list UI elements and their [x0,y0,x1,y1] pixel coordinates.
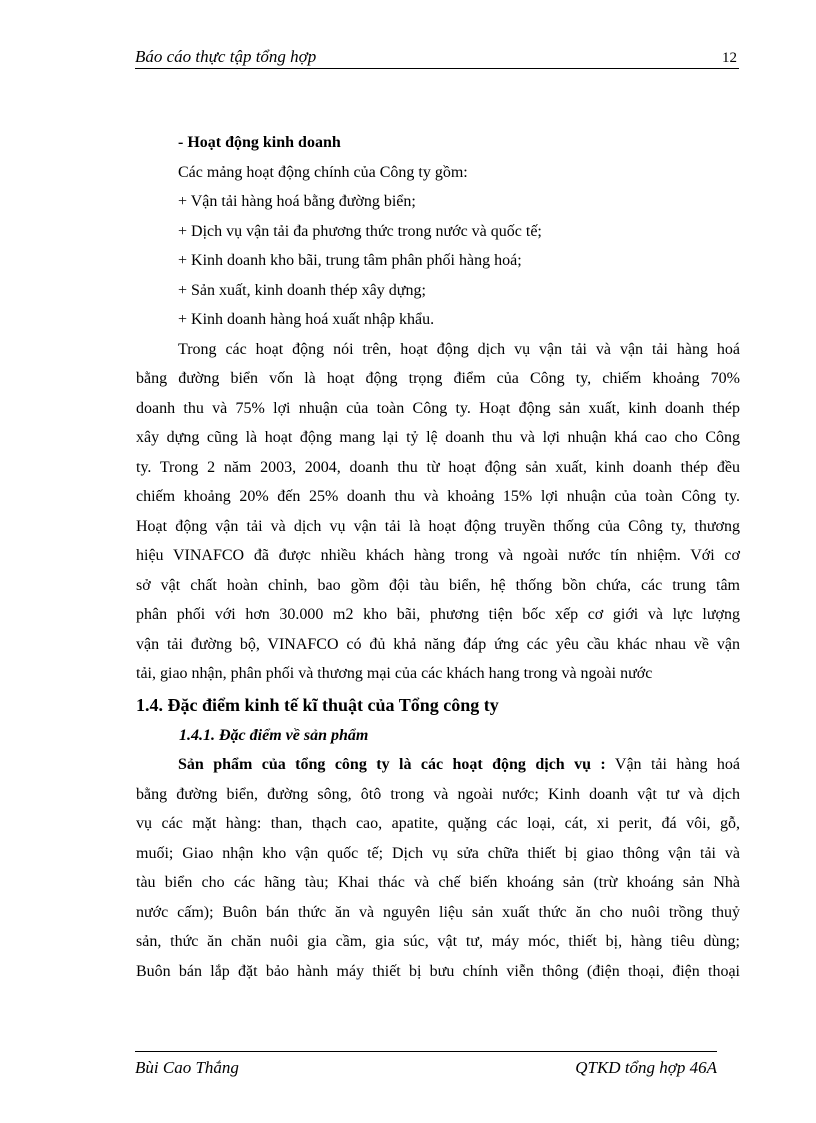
paragraph-line: tàu biển cho các hãng tàu; Khai thác và chế biến khoáng sản (trừ khoáng sản Nhà [136,874,740,891]
subsection-heading: 1.4.1. Đặc điểm về sản phẩm [179,726,369,744]
report-title: Báo cáo thực tập tổng hợp [135,47,317,66]
paragraph-line: vụ các mặt hàng: than, thạch cao, apatite, quặng các loại, cát, xi perit, đá vôi, gỗ, [136,815,740,832]
paragraph-line: chiếm khoảng 20% đến 25% doanh thu và khoảng 15% lợi nhuận của toàn Công ty. [136,488,740,505]
document-body [136,128,740,986]
author-name: Bùi Cao Thắng [135,1058,239,1077]
list-item: + Vận tải hàng hoá bằng đường biển; [178,193,416,210]
paragraph-line: doanh thu và 75% lợi nhuận của toàn Công ty. Hoạt động sản xuất, kinh doanh thép [136,399,740,417]
paragraph-line: phân phối với hơn 30.000 m2 kho bãi, phương tiện bốc xếp cơ giới và lực lượng [136,606,740,623]
paragraph-line: ty. Trong 2 năm 2003, 2004, doanh thu từ hoạt động sản xuất, kinh doanh thép đều [136,458,740,476]
business-heading: - Hoạt động kinh doanh [178,134,341,151]
section-heading: 1.4. Đặc điểm kinh tế kĩ thuật của Tổng công ty [136,694,499,715]
paragraph-line: bằng đường biển, đường sông, ôtô trong và ngoài nước; Kinh doanh vật tư và dịch [136,785,740,803]
paragraph-line: vận tải đường bộ, VINAFCO có đủ khả năng đáp ứng các yêu cầu khác nhau về vận [136,635,740,653]
paragraph-line: hiệu VINAFCO đã được nhiều khách hàng trong và ngoài nước tín nhiệm. Với cơ [136,547,740,564]
paragraph-line: sở vật chất hoàn chỉnh, bao gồm đội tàu biển, hệ thống bồn chứa, các trung tâm [136,576,740,594]
page-header [135,46,739,69]
paragraph-line: nước cấm); Buôn bán thức ăn và nguyên liệu sản xuất thức ăn cho nuôi trồng thuỷ [136,903,740,921]
page-number: 12 [722,50,737,66]
paragraph-line: Trong các hoạt động nói trên, hoạt động dịch vụ vận tải và vận tải hàng hoá [178,340,740,358]
class-name: QTKD tổng hợp 46A [575,1058,717,1077]
paragraph-line: muối; Giao nhận kho vận quốc tế; Dịch vụ sửa chữa thiết bị giao thông vận tải và [136,844,740,862]
list-item: + Dịch vụ vận tải đa phương thức trong nước và quốc tế; [178,222,542,240]
paragraph-line: sản, thức ăn chăn nuôi gia cầm, gia súc, vật tư, máy móc, thiết bị, hàng tiêu dùng; [136,933,740,950]
paragraph-line: Buôn bán lắp đặt bảo hành máy thiết bị bưu chính viễn thông (điện thoại, điện thoại [136,962,740,980]
business-intro: Các mảng hoạt động chính của Công ty gồm: [178,163,468,181]
paragraph-line: xây dựng cũng là hoạt động mang lại tỷ lệ doanh thu và lợi nhuận khá cao cho Công [136,429,740,446]
paragraph-lead-rest: Vận tải hàng hoá [605,756,741,773]
list-item: + Sản xuất, kinh doanh thép xây dựng; [178,281,426,299]
paragraph-line [136,750,740,780]
list-item: + Kinh doanh hàng hoá xuất nhập khẩu. [178,311,435,328]
paragraph-line: Hoạt động vận tải và dịch vụ vận tải là hoạt động truyền thống của Công ty, thương [136,517,740,535]
list-item: + Kinh doanh kho bãi, trung tâm phân phối hàng hoá; [178,252,522,269]
paragraph-lead: Sản phẩm của tổng công ty là các hoạt động dịch vụ : [178,756,606,773]
page-footer [135,1051,717,1080]
paragraph-line: bằng đường biển vốn là hoạt động trọng điểm của Công ty, chiếm khoảng 70% [136,370,740,387]
paragraph-line: tải, giao nhận, phân phối và thương mại của các khách hang trong và ngoài nước [136,665,653,682]
